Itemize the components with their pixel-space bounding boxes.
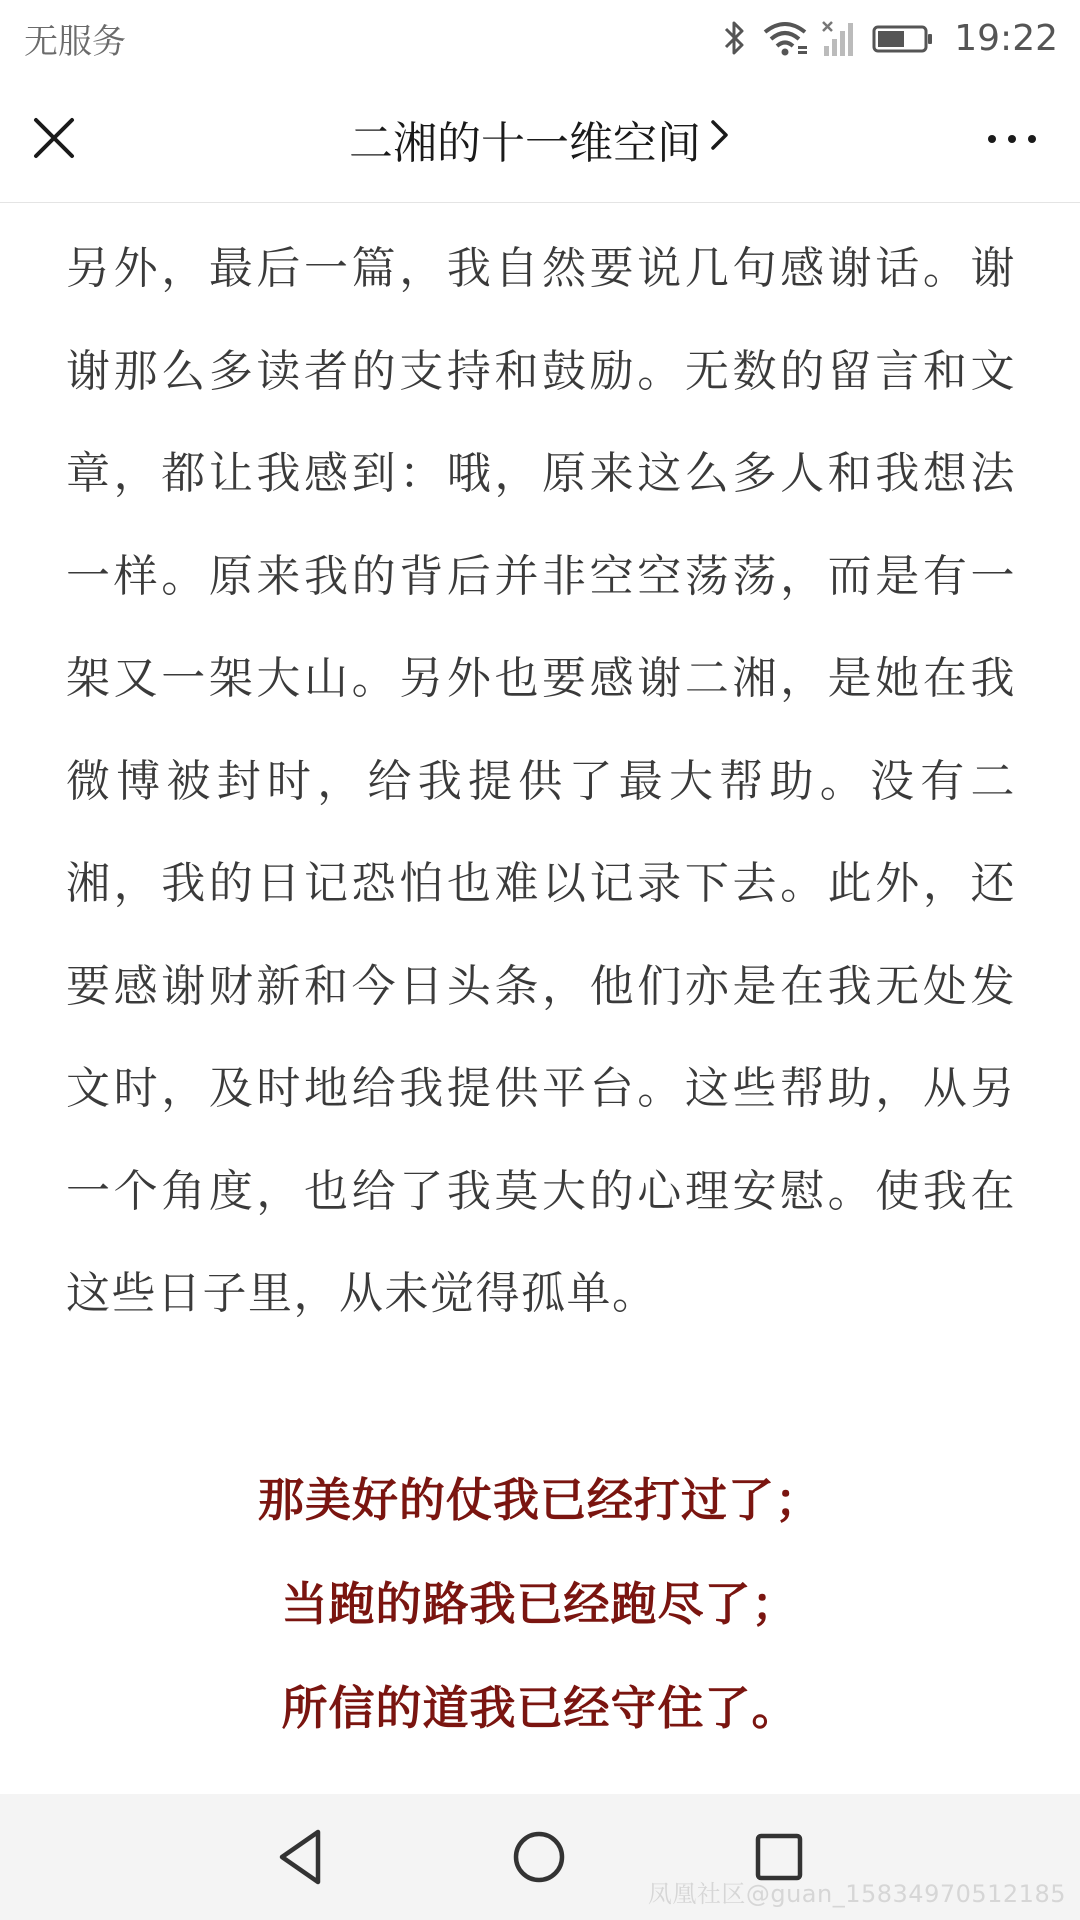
status-bar [0,0,1080,76]
article-body [66,218,1016,1346]
article-paragraph: 另外，最后一篇，我自然要说几句感谢话。谢谢那么多读者的支持和鼓励。无数的留言和文章，都让我感到：哦，原来这么多人和我想法一样。原来我的背后并非空空荡荡，而是有一架又一架大山。另外也要感谢二湘，是她在我微博被封时，给我提供了最大帮助。没有二湘，我的日记恐怕也难以记录下去。此外，还要感谢财新和今日头条，他们亦是在我无处发文时，及时地给我提供平台。这些帮助，从另一个角度，也给了我莫大的心理安慰。使我在这些日子里，从未觉得孤单。 [66,243,1016,1319]
status-icons [722,10,1058,66]
signal-icon [822,18,858,58]
carrier-label: 无服务 [24,22,126,62]
bluetooth-icon [722,18,748,58]
page-title: 二湘的十一维空间 [349,118,701,169]
nav-bar [0,76,1080,203]
quote-line: 当跑的路我已经跑尽了； [281,1577,799,1631]
quote-line: 那美好的仗我已经打过了； [258,1473,822,1527]
close-icon [28,112,80,164]
account-title-link[interactable] [180,108,900,170]
close-button[interactable] [28,112,80,164]
more-icon[interactable] [972,116,1052,162]
quote-line: 所信的道我已经守住了。 [281,1681,799,1735]
battery-icon [872,18,934,58]
back-triangle-icon[interactable] [268,1824,334,1890]
wifi-icon [762,18,808,58]
watermark: 凤凰社区@guan_15834970512185 [647,1880,1066,1908]
chevron-right-icon [709,114,731,165]
closing-quote [0,1448,1080,1760]
clock: 19:22 [954,17,1058,59]
home-circle-icon[interactable] [506,1824,572,1890]
